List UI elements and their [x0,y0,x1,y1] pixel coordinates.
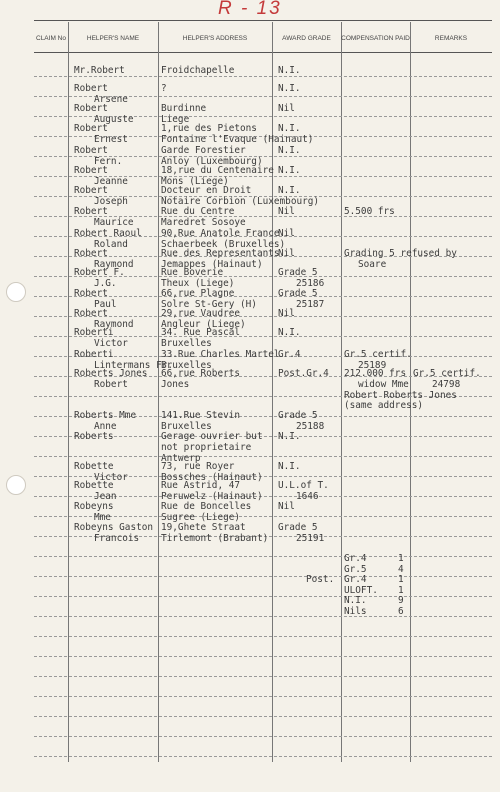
row-13-a1: 29,rue Vaudree [161,308,241,319]
row-7-a1: Docteur en Droit [161,185,252,196]
row-11-a2: Theux (Liege) [161,278,235,289]
row-22-g1: Grade 5 [278,522,318,533]
row-10-c1: Grading 5 refused by [344,248,457,259]
row-6-g1: N.I. [278,165,301,176]
page-title: R - 13 [218,0,282,19]
row-18-n1: Roberts [74,431,114,442]
ruled-line [34,576,492,577]
row-14-a1: 34. Rue Pascal [161,327,241,338]
row-21-a1: Rue de Boncelles [161,501,252,512]
header-helper-name: HELPER'S NAME [86,35,140,42]
row-15-a1: 33.Rue Charles Martel [161,349,280,360]
column-divider [158,22,159,762]
summary-count: 4 [398,563,404,575]
row-22-a1: 19,Ghete Straat [161,522,246,533]
row-4-a2: Fontaine l'Evaque (Hainaut) [161,134,314,145]
row-12-g2: 25187 [296,299,325,310]
summary-count: 9 [398,595,404,606]
row-19-a1: 73, rue Royer [161,461,235,472]
row-15-c1: Gr.5 certif. [344,349,412,360]
row-18-a3: Antwerp [161,453,201,464]
row-2-g1: N.I. [278,83,301,94]
row-8-c1: 5.500 frs [344,206,395,217]
row-6-a2: Mons (Liege) [161,176,229,187]
row-7-n2: Joseph [94,196,128,207]
row-20-g1: U.L.of T. [278,480,329,491]
column-divider [341,22,342,762]
row-11-a1: Rue Boverie [161,267,224,278]
row-6-n2: Jeanne [94,176,128,187]
row-21-n2: Mme [94,512,111,523]
row-2-a1: ? [161,83,167,94]
row-17-a1: 141.Rue Stevin [161,410,241,421]
row-20-n2: Jean [94,491,117,502]
row-12-n2: Paul [94,299,117,310]
row-20-a2: Peruwelz (Hainaut) [161,491,263,502]
row-17-g1: Grade 5 [278,410,318,421]
summary-label: ULOFT. [344,584,378,596]
punch-hole [6,282,26,302]
row-13-n1: Robert [74,308,108,319]
row-15-n2: Lintermans Fr. [94,360,174,371]
row-22-n2: Francois [94,533,140,544]
row-21-g1: Nil [278,501,295,512]
top-border [34,20,492,21]
summary-label: Gr.4 [344,574,367,585]
ruled-line [34,556,492,557]
row-16-a2: Jones [161,379,190,390]
row-11-n2: J.G. [94,278,117,289]
row-11-g1: Grade 5 [278,267,318,278]
row-13-g1: Nil [278,308,295,319]
summary-count: 1 [398,574,404,585]
row-11-n1: Robert F. [74,267,125,278]
ruled-line [34,596,492,597]
row-16-n1: Roberts Jones [74,368,148,379]
row-16-r1: Gr.5 certif. [413,368,481,379]
row-16-g1: Post.Gr.4 [278,368,329,379]
summary-label: Nils [344,605,367,617]
row-21-a2: Sugree (Liege) [161,512,241,523]
row-17-a2: Bruxelles [161,421,212,432]
column-divider [272,22,273,762]
ruled-line [34,756,492,757]
row-6-a1: 18,rue du Centenaire [161,165,274,176]
row-4-a1: 1,rue des Pietons [161,123,257,134]
row-20-a1: Rue Astrid, 47 [161,480,241,491]
row-16-a1: 66,rue Roberts [161,368,241,379]
row-17-n1: Roberts Mme [74,410,137,421]
row-8-n2: Maurice [94,217,134,228]
row-8-a1: Rue du Centre [161,206,235,217]
row-12-a1: 66,rue Plagne [161,288,235,299]
row-13-n2: Raymond [94,319,134,330]
row-15-g1: Gr.4 [278,349,301,360]
row-5-a1: Garde Forestier [161,145,246,156]
row-10-n2: Raymond [94,259,134,270]
row-5-a2: Anloy (Luxembourg) [161,156,263,167]
row-1-g1: N.I. [278,65,301,76]
row-19-n1: Robette [74,461,114,472]
row-7-a2: Notaire Corbion (Luxembourg) [161,196,320,207]
row-2-n1: Robert [74,83,108,94]
row-12-n1: Robert [74,288,108,299]
punch-hole [6,475,26,495]
row-14-n2: Victor [94,338,128,349]
row-21-n1: Robeyns [74,501,114,512]
row-17-n2: Anne [94,421,117,432]
row-9-n1: Robert Raoul [74,228,142,239]
ruled-line [34,456,492,457]
summary-count: 1 [398,553,404,564]
header-award-grade: AWARD GRADE [282,35,331,42]
summary-count: 1 [398,584,404,596]
row-10-n1: Robert [74,248,108,259]
row-18-a2: not proprietaire [161,442,252,453]
ruled-line [34,76,492,77]
row-1-n1: Mr.Robert [74,65,125,76]
row-19-g1: N.I. [278,461,301,472]
row-14-n1: Roberti [74,327,114,338]
header-claim: CLAIM No [36,35,66,42]
summary-post-label: Post. [306,574,335,585]
row-10-c2: Soare [358,259,387,270]
row-10-g1: Nil [278,248,295,259]
row-5-n2: Fern. [94,156,123,167]
row-16-r2: 24798 [432,379,461,390]
row-14-a2: Bruxelles [161,338,212,349]
column-divider [68,22,69,762]
row-8-a2: Maredret Sosoye [161,217,246,228]
row-11-g2: 25186 [296,278,325,289]
row-2-n2: Arsene [94,94,128,105]
header-helper-address: HELPER'S ADDRESS [182,35,248,42]
row-1-a1: Froidchapelle [161,65,235,76]
row-17-g2: 25188 [296,421,325,432]
row-12-a2: Solre St-Gery (H) [161,299,257,310]
summary-label: N.I. [344,595,367,606]
row-9-a1: 90,Rue Anatole France [161,228,280,239]
ruled-line [34,696,492,697]
row-7-n1: Robert [74,185,108,196]
row-5-g1: N.I. [278,145,301,156]
row-3-n2: Auguste [94,114,134,125]
ruled-line [34,616,492,617]
row-15-a2: Bruxelles [161,360,212,371]
row-22-n1: Robeyns Gaston [74,522,154,533]
row-16-c1: 212.000 frs [344,368,407,379]
row-13-a2: Angleur (Liege) [161,319,246,330]
row-16-c4: (same address) [344,400,424,411]
row-22-g2: 25191 [296,533,325,544]
header-compensation-paid: COMPENSATION PAID [341,35,410,42]
row-3-a1: Burdinne [161,103,207,114]
row-16-c2: widow Mme [358,379,409,390]
row-19-n2: Victor [94,472,128,483]
ruled-line [34,736,492,737]
row-19-a2: Bossches (Hainaut) [161,472,263,483]
row-3-g1: Nil [278,103,295,114]
row-8-n1: Robert [74,206,108,217]
ruled-line [34,636,492,637]
row-4-g1: N.I. [278,123,301,134]
row-16-n2: Robert [94,379,128,390]
row-20-g2: 1646 [296,491,319,502]
row-3-a2: Liege [161,114,190,125]
row-12-g1: Grade 5 [278,288,318,299]
row-20-n1: Robette [74,480,114,491]
row-14-g1: N.I. [278,327,301,338]
row-10-a2: Jemappes (Hainaut) [161,259,263,270]
row-15-n1: Roberti [74,349,114,360]
row-4-n2: Ernest [94,134,128,145]
row-10-a1: Rue des Representants [161,248,280,259]
summary-count: 6 [398,605,404,617]
ruled-line [34,716,492,717]
row-7-g1: N.I. [278,185,301,196]
row-8-g1: Nil [278,206,295,217]
ruled-line [34,656,492,657]
summary-label: Gr.4 [344,553,367,564]
row-9-g1: Nil [278,228,295,239]
row-22-a2: Tirlemont (Brabant) [161,533,269,544]
row-9-n2: Roland [94,239,128,250]
row-4-n1: Robert [74,123,108,134]
row-9-a2: Schaerbeek (Bruxelles) [161,239,286,250]
row-6-n1: Robert [74,165,108,176]
row-3-n1: Robert [74,103,108,114]
header-border [34,52,492,53]
header-remarks: REMARKS [434,35,468,42]
summary-label: Gr.5 [344,563,367,575]
row-18-g1: N.I. [278,431,301,442]
row-16-c3: Robert Roberts Jones [344,390,457,401]
row-18-a1: Gerage ouvrier but [161,431,263,442]
row-15-c2: 25189 [358,360,387,371]
row-5-n1: Robert [74,145,108,156]
ruled-line [34,676,492,677]
